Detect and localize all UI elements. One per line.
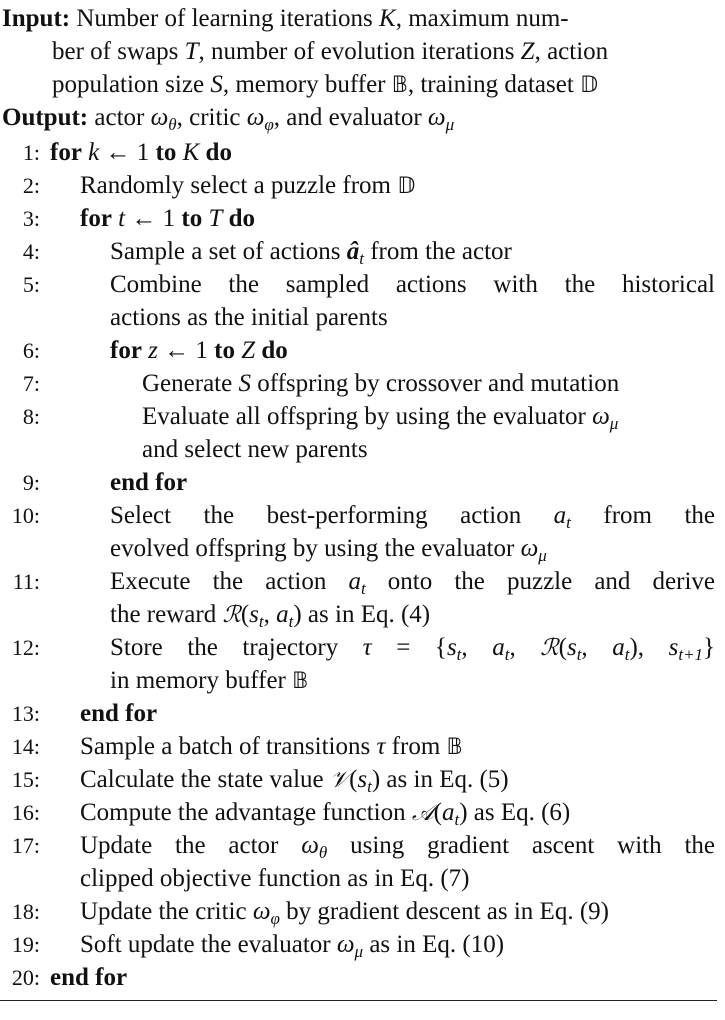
algo-line-2: 2: Randomly select a puzzle from 𝔻 (0, 169, 725, 202)
algo-line-8-cont: and select new parents (142, 436, 368, 463)
keyword-end-for: end for (110, 469, 188, 496)
algo-line-14: 14: Sample a batch of transitions τ from 𝔹 (0, 730, 725, 763)
algo-line-8: 8: Evaluate all offspring by using the evaluator $\omega_\mu$ (0, 400, 725, 433)
output-label: Output: (2, 104, 89, 131)
line-number: 14: (11, 734, 40, 759)
algo-line-16: 16: Compute the advantage function $𝒜(a_t)$ as Eq. (6) (0, 796, 725, 829)
line-number: 3: (22, 206, 40, 231)
line-number: 2: (22, 173, 40, 198)
line-number: 12: (11, 635, 40, 660)
input-header-cont-1: ber of swaps T, number of evolution iterations Z, action (52, 38, 609, 65)
algo-line-20 (0, 961, 725, 994)
line-number: 8: (22, 404, 40, 429)
line-number: 11: (12, 569, 40, 594)
keyword-for: for (110, 337, 142, 364)
keyword-end-for: end for (50, 964, 128, 991)
input-header: Input: Number of learning iterations K, maximum num- (2, 5, 569, 32)
line-number: 18: (11, 899, 40, 924)
output-header: Output: actor $\omega_\theta$, critic $\omega_\varphi$, and evaluator $\omega_\mu$ (2, 104, 455, 134)
algo-line-5-cont: actions as the initial parents (110, 304, 388, 331)
line-number: 1: (22, 140, 40, 165)
line-number: 4: (22, 239, 40, 264)
algo-line-3: 3: for t ← 1 to T do (0, 202, 725, 235)
keyword-to: to (214, 337, 235, 364)
line-number: 17: (11, 833, 40, 858)
line-number: 9: (22, 470, 40, 495)
line-number: 10: (11, 503, 40, 528)
algo-line-10-cont: evolved offspring by using the evaluator $\omega_\mu$ (110, 535, 547, 565)
line-number: 15: (11, 767, 40, 792)
algo-line-13 (0, 697, 725, 730)
algo-line-11-cont: the reward $ℛ(s_t$, $a_t$) as in Eq. (4) (110, 601, 431, 631)
keyword-to: to (181, 205, 203, 232)
algo-line-18: 18: Update the critic $\omega_\varphi$ by gradient descent as in Eq. (9) (0, 895, 725, 928)
keyword-for: for (50, 139, 82, 166)
algo-line-5: 5: Combine the sampled actions with the historical (0, 268, 725, 301)
bottom-rule (0, 1000, 717, 1001)
line-number: 13: (11, 701, 40, 726)
algo-line-12: 12: Store the trajectory $\tau = \{s_t$, $a_t$, $ℛ(s_t$, $a_t$), $s_{t+1}$} (0, 631, 725, 664)
line-number: 5: (22, 272, 40, 297)
keyword-for: for (80, 205, 112, 232)
algo-line-12-cont: in memory buffer 𝔹 (110, 667, 309, 694)
algo-line-19: 19: Soft update the evaluator $\omega_\mu$ as in Eq. (10) (0, 928, 725, 961)
algo-line-6: 6: for z ← 1 to Z do (0, 334, 725, 367)
keyword-do: do (228, 205, 256, 232)
algo-line-15: 15: Calculate the state value $𝒱(s_t)$ as in Eq. (5) (0, 763, 725, 796)
line-number: 6: (22, 338, 40, 363)
algo-line-11: 11: Execute the action $a_t$ onto the puzzle and derive (0, 565, 725, 598)
input-label: Input: (2, 5, 71, 32)
algo-line-17-cont: clipped objective function as in Eq. (7) (80, 865, 470, 892)
algo-line-9 (0, 466, 725, 499)
algo-line-10: 10: Select the best-performing action $a_t$ from the (0, 499, 725, 532)
input-header-cont-2: population size S, memory buffer 𝔹, training dataset 𝔻 (52, 71, 599, 98)
line-number: 16: (11, 800, 40, 825)
algo-line-7: 7: Generate S offspring by crossover and mutation (0, 367, 725, 400)
algo-line-1: 1: for k ← 1 to K do (0, 136, 725, 169)
keyword-end-for: end for (80, 700, 158, 727)
line-number: 19: (11, 932, 40, 957)
keyword-do: do (261, 337, 288, 364)
keyword-do: do (205, 139, 232, 166)
algo-line-17: 17: Update the actor $\omega_\theta$ using gradient ascent with the (0, 829, 725, 862)
keyword-to: to (155, 139, 177, 166)
algo-line-4: 4: Sample a set of actions $â_t$ from the actor (0, 235, 725, 268)
line-number: 7: (22, 371, 40, 396)
line-number: 20: (11, 965, 40, 990)
